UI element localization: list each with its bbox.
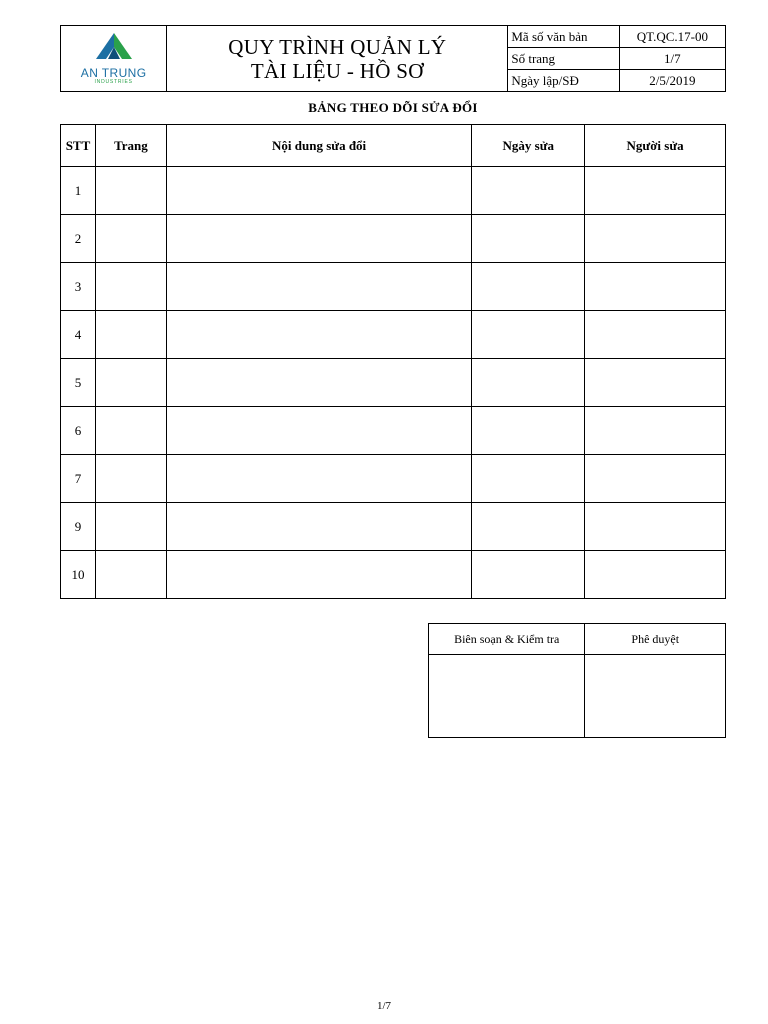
editor-cell <box>585 311 726 359</box>
page-cell <box>95 215 166 263</box>
content-cell <box>166 167 471 215</box>
logo-subtitle: INDUSTRIES <box>94 79 133 85</box>
column-header-editor: Người sửa <box>585 125 726 167</box>
row-number: 6 <box>61 407 96 455</box>
table-row <box>61 359 726 407</box>
editor-cell <box>585 407 726 455</box>
page-cell <box>95 407 166 455</box>
date-cell <box>472 407 585 455</box>
date-cell <box>472 263 585 311</box>
page-cell <box>95 503 166 551</box>
table-row <box>61 551 726 599</box>
page-number: 1/7 <box>376 1000 392 1012</box>
table-row <box>61 215 726 263</box>
row-number: 1 <box>61 167 96 215</box>
table-row <box>61 407 726 455</box>
meta-label-doc-code: Mã số văn bản <box>508 26 619 48</box>
row-number: 3 <box>61 263 96 311</box>
date-cell <box>472 455 585 503</box>
page-cell <box>95 359 166 407</box>
column-header-stt: STT <box>61 125 96 167</box>
logo-cell <box>61 26 167 92</box>
column-header-content: Nội dung sửa đổi <box>166 125 471 167</box>
date-cell <box>472 311 585 359</box>
title-line-2: TÀI LIỆU - HỒ SƠ <box>250 58 424 83</box>
column-header-date: Ngày sửa <box>472 125 585 167</box>
table-row <box>61 311 726 359</box>
content-cell <box>166 551 471 599</box>
meta-value-doc-code: QT.QC.17-00 <box>619 26 725 48</box>
content-cell <box>166 311 471 359</box>
table-row <box>61 455 726 503</box>
column-header-page: Trang <box>95 125 166 167</box>
page-cell <box>95 311 166 359</box>
date-cell <box>472 215 585 263</box>
content-cell <box>166 359 471 407</box>
meta-label-date: Ngày lập/SĐ <box>508 70 619 92</box>
editor-cell <box>585 359 726 407</box>
editor-cell <box>585 215 726 263</box>
date-cell <box>472 551 585 599</box>
date-cell <box>472 359 585 407</box>
row-number: 7 <box>61 455 96 503</box>
editor-cell <box>585 263 726 311</box>
meta-value-page-count: 1/7 <box>619 48 725 70</box>
revision-table-title: BẢNG THEO DÕI SỬA ĐỔI <box>308 100 478 115</box>
editor-cell <box>585 503 726 551</box>
company-logo <box>81 31 147 85</box>
row-number: 10 <box>61 551 96 599</box>
date-cell <box>472 503 585 551</box>
revision-table-header-row <box>61 125 726 167</box>
editor-cell <box>585 455 726 503</box>
logo-name: AN TRUNG <box>80 66 147 80</box>
meta-label-page-count: Số trang <box>508 48 619 70</box>
logo-mark-icon <box>94 31 134 61</box>
page-cell <box>95 455 166 503</box>
row-number: 9 <box>61 503 96 551</box>
row-number: 4 <box>61 311 96 359</box>
content-cell <box>166 263 471 311</box>
row-number: 5 <box>61 359 96 407</box>
content-cell <box>166 215 471 263</box>
approved-by-signature-area <box>585 655 726 738</box>
table-row <box>61 263 726 311</box>
page-cell <box>95 551 166 599</box>
date-cell <box>472 167 585 215</box>
table-row <box>61 167 726 215</box>
content-cell <box>166 407 471 455</box>
content-cell <box>166 455 471 503</box>
prepared-by-label: Biên soạn & Kiểm tra <box>429 624 585 655</box>
row-number: 2 <box>61 215 96 263</box>
revision-table <box>60 124 726 599</box>
document-title <box>167 26 508 92</box>
page-cell <box>95 167 166 215</box>
editor-cell <box>585 551 726 599</box>
signature-table <box>428 623 726 738</box>
table-row <box>61 503 726 551</box>
page-cell <box>95 263 166 311</box>
approved-by-label: Phê duyệt <box>585 624 726 655</box>
editor-cell <box>585 167 726 215</box>
content-cell <box>166 503 471 551</box>
meta-value-date: 2/5/2019 <box>619 70 725 92</box>
document-header <box>60 25 726 92</box>
title-line-1: QUY TRÌNH QUẢN LÝ <box>228 34 447 59</box>
prepared-by-signature-area <box>429 655 585 738</box>
